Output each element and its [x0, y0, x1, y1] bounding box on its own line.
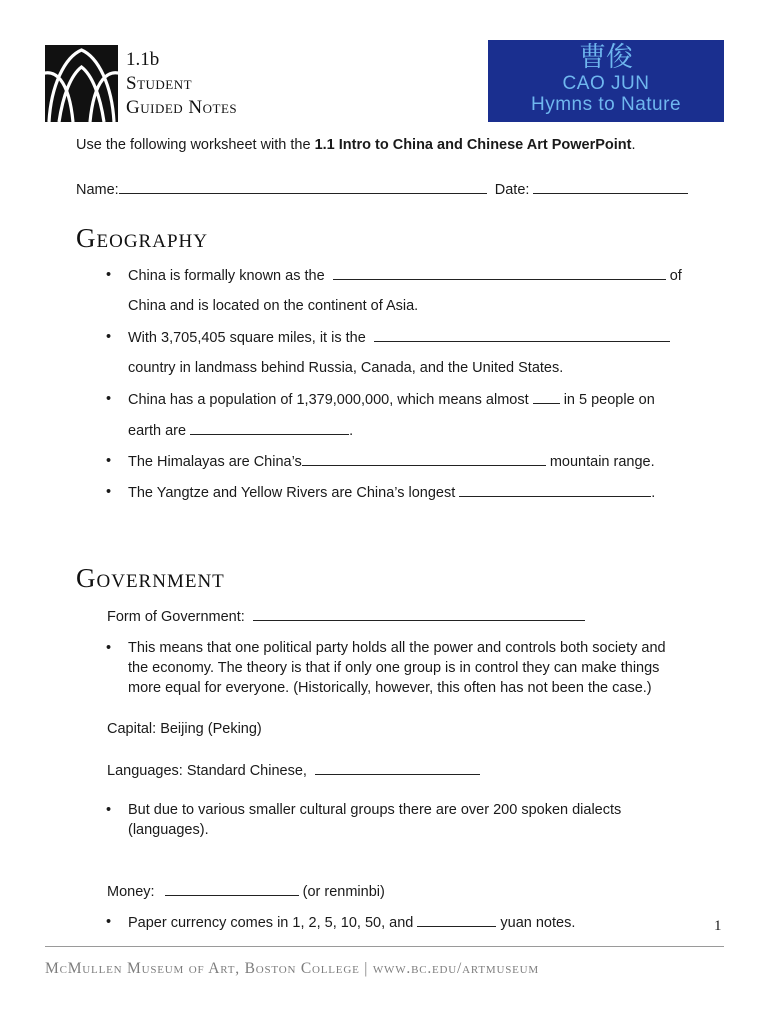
geography-bullet-2-line2: country in landmass behind Russia, Canada, and the United States. [128, 360, 564, 376]
government-bullet-3 [106, 912, 576, 933]
bullet-glyph: • [106, 453, 112, 469]
text: (languages). [128, 822, 209, 838]
languages-blank[interactable] [315, 760, 480, 775]
museum-logo-gothic-arches-icon [45, 45, 118, 122]
government-bullet-1 [106, 638, 666, 698]
intro-suffix: . [631, 137, 636, 153]
date-blank[interactable] [533, 179, 688, 194]
text: The Yangtze and Yellow Rivers are China’s longest [128, 485, 456, 501]
page-number: 1 [714, 918, 722, 934]
form-of-government-row [107, 606, 585, 627]
geography-bullet-1 [106, 265, 682, 286]
geography-bullet-1-line2: China and is located on the continent of Asia. [128, 298, 419, 314]
text: China is formally known as the [128, 268, 325, 284]
geography-bullet-3-line2 [128, 420, 353, 441]
text: more equal for everyone. (Historically, however, this often has not been the case.) [128, 680, 652, 696]
text: Paper currency comes in 1, 2, 5, 10, 50, and [128, 915, 414, 931]
worksheet-title-line2: Guided Notes [126, 97, 238, 118]
banner-subtitle: Hymns to Nature [530, 94, 682, 115]
date-label: Date: [494, 182, 530, 198]
bullet-glyph: • [106, 484, 112, 500]
geography-bullet-2 [106, 327, 670, 348]
worksheet-title [126, 48, 237, 120]
population-ratio-blank[interactable] [533, 389, 560, 404]
footer-divider [45, 946, 724, 947]
intro-powerpoint-title: 1.1 Intro to China and Chinese Art PowerPoint [314, 137, 632, 153]
landmass-rank-blank[interactable] [374, 327, 670, 342]
mountain-range-blank[interactable] [302, 451, 546, 466]
intro-instructions [76, 135, 636, 155]
text: the economy. The theory is that if only one group is in control they can make things [128, 660, 660, 676]
text: This means that one political party holds all the power and controls both society and [128, 640, 666, 656]
footer-credit: McMullen Museum of Art, Boston College | www.bc.edu/artmuseum [45, 960, 539, 977]
languages-label: Languages: Standard Chinese, [107, 763, 307, 779]
money-label: Money: [107, 884, 155, 900]
intro-prefix: Use the following worksheet with the [76, 137, 315, 153]
exhibition-banner [488, 40, 724, 122]
languages-row [107, 760, 480, 781]
bullet-glyph: • [106, 391, 112, 407]
population-blank[interactable] [190, 420, 349, 435]
currency-note-blank[interactable] [417, 912, 496, 927]
text: But due to various smaller cultural groups there are over 200 spoken dialects [128, 802, 622, 818]
bullet-glyph: • [106, 267, 112, 283]
text: mountain range. [549, 454, 655, 470]
official-name-blank[interactable] [333, 265, 666, 280]
geography-bullet-5 [106, 482, 656, 503]
name-blank[interactable] [119, 179, 487, 194]
rivers-blank[interactable] [459, 482, 651, 497]
geography-heading: Geography [76, 223, 208, 253]
text: . [349, 423, 354, 439]
text: (or renminbi) [302, 884, 385, 900]
text: earth are [128, 423, 187, 439]
bullet-glyph: • [106, 914, 112, 930]
worksheet-code: 1.1b [126, 49, 160, 70]
form-of-government-label: Form of Government: [107, 609, 245, 625]
text: in 5 people on [563, 392, 655, 408]
worksheet-title-line1: Student [126, 73, 193, 94]
text: . [651, 485, 656, 501]
bullet-glyph: • [106, 802, 112, 818]
text: yuan notes. [500, 915, 576, 931]
money-blank[interactable] [165, 881, 299, 896]
text: China has a population of 1,379,000,000, which means almost [128, 392, 529, 408]
text: The Himalayas are China’s [128, 454, 302, 470]
government-heading: Government [76, 563, 225, 593]
bullet-glyph: • [106, 640, 112, 656]
geography-bullet-3 [106, 389, 655, 410]
text: With 3,705,405 square miles, it is the [128, 330, 366, 346]
name-label: Name: [76, 182, 119, 198]
banner-chinese-name: 曹俊 [579, 42, 633, 73]
text: of [669, 268, 682, 284]
money-row [107, 881, 385, 902]
form-of-government-blank[interactable] [253, 606, 585, 621]
bullet-glyph: • [106, 329, 112, 345]
capital-text: Capital: Beijing (Peking) [107, 721, 262, 737]
name-date-row [76, 179, 688, 200]
geography-bullet-4 [106, 451, 655, 472]
government-bullet-2 [106, 800, 622, 840]
banner-artist-name: CAO JUN [562, 73, 650, 94]
